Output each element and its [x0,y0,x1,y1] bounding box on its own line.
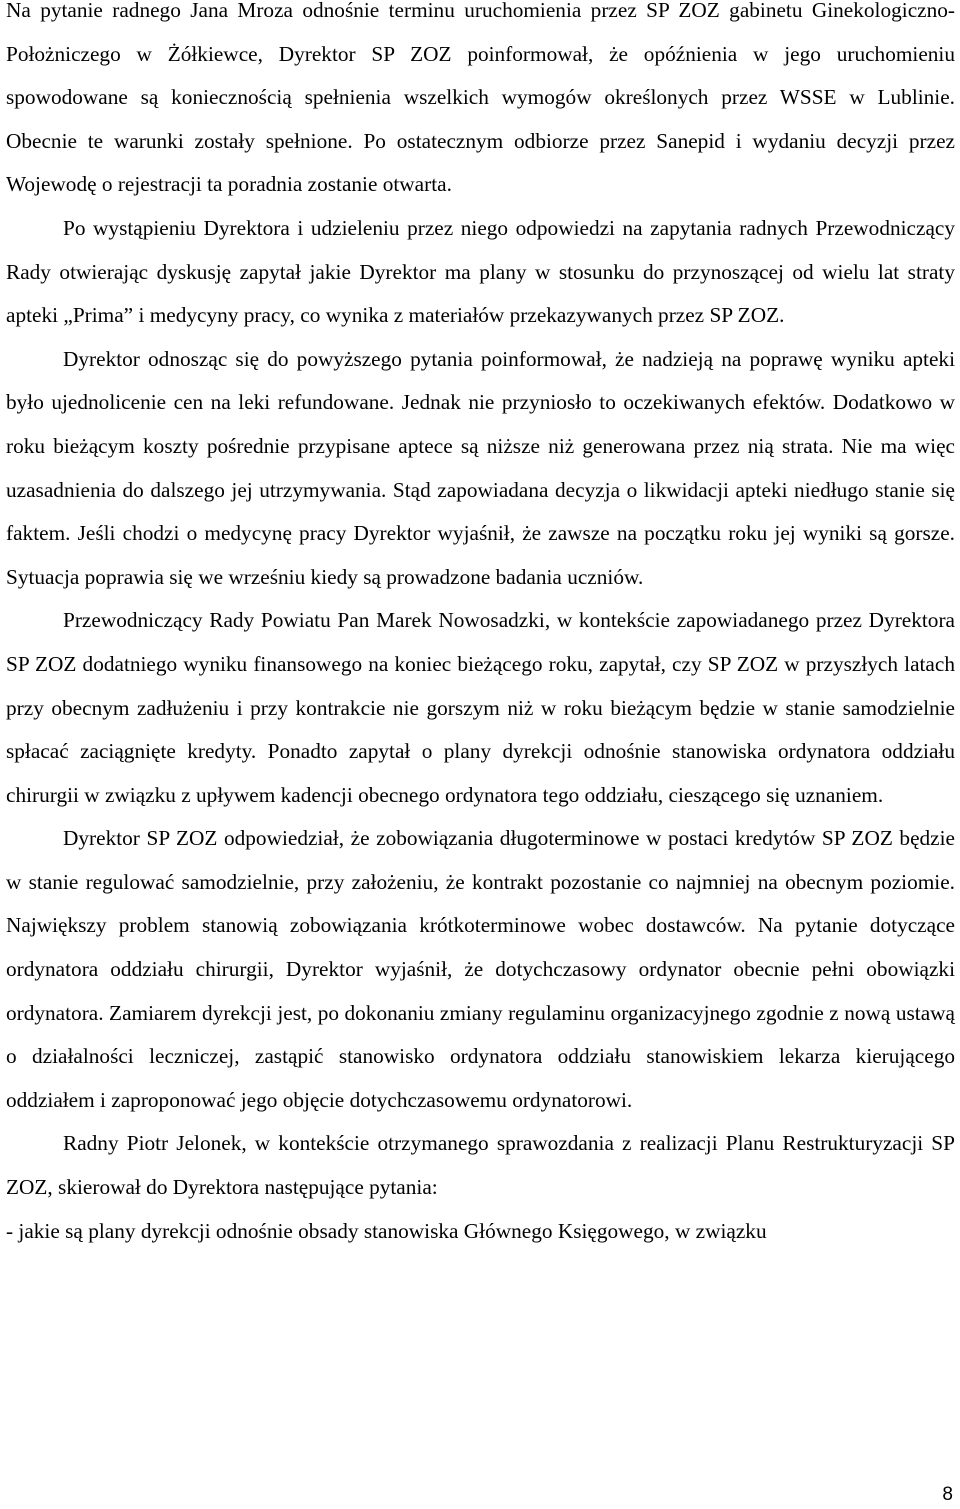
paragraph-3: Dyrektor odnosząc się do powyższego pytania poinformował, że nadzieją na poprawę wyniku apteki było ujednolicenie cen na leki refundowane. Jednak nie przyniosło to oczekiwanych efektów. Dodatkowo w roku bieżącym koszty pośrednie przypisane aptece są niższe niż generowana przez nią strata. Nie ma więc uzasadnienia do dalszego jej utrzymywania. Stąd zapowiadana decyzja o likwidacji apteki niedługo stanie się faktem. Jeśli chodzi o medycynę pracy Dyrektor wyjaśnił, że zawsze na początku roku jej wyniki są gorsze. Sytuacja poprawia się we wrześniu kiedy są prowadzone badania uczniów. [6,346,955,589]
page-number: 8 [942,1484,953,1505]
paragraph-2: Po wystąpieniu Dyrektora i udzieleniu przez niego odpowiedzi na zapytania radnych Przewodniczący Rady otwierając dyskusję zapytał jakie Dyrektor ma plany w stosunku do przynoszącej od wielu lat straty apteki „Prima” i medycyny pracy, co wynika z materiałów przekazywanych przez SP ZOZ. [6,215,955,328]
paragraph-5: Dyrektor SP ZOZ odpowiedział, że zobowiązania długoterminowe w postaci kredytów SP ZOZ będzie w stanie regulować samodzielnie, przy założeniu, że kontrakt pozostanie co najmniej na obecnym poziomie. Największy problem stanowią zobowiązania krótkoterminowe wobec dostawców. Na pytanie dotyczące ordynatora oddziału chirurgii, Dyrektor wyjaśnił, że dotychczasowy ordynator obecnie pełni obowiązki ordynatora. Zamiarem dyrekcji jest, po dokonaniu zmiany regulaminu organizacyjnego zgodnie z nową ustawą o działalności leczniczej, zastąpić stanowisko ordynatora oddziału stanowiskiem lekarza kierującego oddziałem i zaproponować jego objęcie dotychczasowemu ordynatorowi. [6,826,955,1112]
paragraph-7: - jakie są plany dyrekcji odnośnie obsady stanowiska Głównego Księgowego, w związku [6,1218,767,1243]
paragraph-6: Radny Piotr Jelonek, w kontekście otrzymanego sprawozdania z realizacji Planu Restrukturyzacji SP ZOZ, skierował do Dyrektora następujące pytania: [6,1131,955,1200]
document-body [6,0,955,1253]
paragraph-4: Przewodniczący Rady Powiatu Pan Marek Nowosadzki, w kontekście zapowiadanego przez Dyrektora SP ZOZ dodatniego wyniku finansowego na koniec bieżącego roku, zapytał, czy SP ZOZ w przyszłych latach przy obecnym zadłużeniu i przy kontrakcie nie gorszym niż w roku bieżącym będzie w stanie samodzielnie spłacać zaciągnięte kredyty. Ponadto zapytał o plany dyrekcji odnośnie stanowiska ordynatora oddziału chirurgii w związku z upływem kadencji obecnego ordynatora tego oddziału, cieszącego się uznaniem. [6,608,955,807]
paragraph-1: Na pytanie radnego Jana Mroza odnośnie terminu uruchomienia przez SP ZOZ gabinetu Ginekologiczno-Położniczego w Żółkiewce, Dyrektor SP ZOZ poinformował, że opóźnienia w jego uruchomieniu spowodowane są koniecznością spełnienia wszelkich wymogów określonych przez WSSE w Lublinie. Obecnie te warunki zostały spełnione. Po ostatecznym odbiorze przez Sanepid i wydaniu decyzji przez Wojewodę o rejestracji ta poradnia zostanie otwarta. [6,0,955,197]
